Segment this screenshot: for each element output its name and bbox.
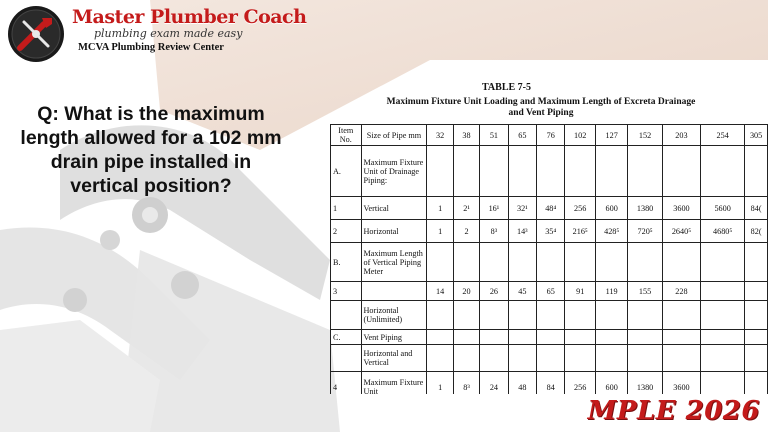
table-cell: 428⁵ (595, 220, 627, 243)
header-size-cell: 254 (701, 125, 745, 146)
table-cell (595, 345, 627, 372)
table-cell: 65 (537, 282, 565, 301)
row-item-no: 4 (331, 372, 362, 395)
table-row (331, 301, 768, 330)
row-description: Horizontal (361, 220, 427, 243)
row-description: Maximum Fixture Unit (361, 372, 427, 395)
row-description: Vertical (361, 197, 427, 220)
table-cell: 32¹ (508, 197, 536, 220)
table-cell (480, 146, 508, 197)
table-cell (565, 345, 596, 372)
header-size-cell: 305 (745, 125, 768, 146)
row-description: Horizontal (Unlimited) (361, 301, 427, 330)
row-item-no: 3 (331, 282, 362, 301)
table-cell (628, 146, 662, 197)
row-description (361, 282, 427, 301)
table-heading: Maximum Fixture Unit Loading and Maximum Length of Excreta Drainage and Vent Piping (386, 97, 696, 118)
table-cell (745, 345, 768, 372)
table-cell: 119 (595, 282, 627, 301)
table-cell (453, 330, 479, 345)
header-size-cell: 65 (508, 125, 536, 146)
table-cell (480, 301, 508, 330)
table-cell: 1380 (628, 372, 662, 395)
brand-title: Master Plumber Coach (72, 6, 307, 28)
row-item-no: 2 (331, 220, 362, 243)
header-size-cell: 76 (537, 125, 565, 146)
table-cell (745, 243, 768, 282)
table-cell (537, 330, 565, 345)
table-cell: 600 (595, 372, 627, 395)
table-cell: 1 (427, 220, 453, 243)
header-size-cell: 32 (427, 125, 453, 146)
table-cell: 48⁴ (537, 197, 565, 220)
row-item-no (331, 301, 362, 330)
row-item-no: C. (331, 330, 362, 345)
table-cell (453, 301, 479, 330)
table-cell: 14 (427, 282, 453, 301)
review-center-name: MCVA Plumbing Review Center (78, 42, 224, 53)
table-cell (537, 345, 565, 372)
table-cell: 84( (745, 197, 768, 220)
table-cell (701, 146, 745, 197)
table-cell (427, 301, 453, 330)
table-cell: 228 (662, 282, 700, 301)
header-pipe-size: Size of Pipe mm (361, 125, 427, 146)
table-row (331, 243, 768, 282)
table-cell (701, 345, 745, 372)
table-cell: 1 (427, 372, 453, 395)
table-document (326, 82, 768, 394)
table-row (331, 372, 768, 395)
table-cell (508, 301, 536, 330)
row-item-no: A. (331, 146, 362, 197)
table-cell (508, 146, 536, 197)
table-cell (508, 345, 536, 372)
table-cell (537, 301, 565, 330)
table-cell: 600 (595, 197, 627, 220)
table-cell (427, 146, 453, 197)
table-cell (595, 146, 627, 197)
table-row (331, 330, 768, 345)
table-row (331, 146, 768, 197)
table-cell (427, 330, 453, 345)
table-cell (427, 345, 453, 372)
table-cell (480, 345, 508, 372)
table-caption: TABLE 7-5 (482, 82, 531, 93)
table-row (331, 282, 768, 301)
table-cell (565, 330, 596, 345)
row-item-no (331, 345, 362, 372)
table-cell: 14³ (508, 220, 536, 243)
table-cell: 5600 (701, 197, 745, 220)
table-row (331, 220, 768, 243)
brand-tagline: plumbing exam made easy (94, 27, 243, 40)
table-cell (745, 372, 768, 395)
table-cell (701, 372, 745, 395)
table-cell (453, 243, 479, 282)
table-cell (701, 282, 745, 301)
table-cell (628, 345, 662, 372)
table-cell (662, 301, 700, 330)
master-plumber-coach-logo (6, 4, 66, 64)
table-cell: 155 (628, 282, 662, 301)
table-cell: 3600 (662, 197, 700, 220)
table-cell (701, 301, 745, 330)
header-item-no: Item No. (331, 125, 362, 146)
table-cell (701, 243, 745, 282)
table-cell: 26 (480, 282, 508, 301)
header-size-cell: 38 (453, 125, 479, 146)
table-cell (701, 330, 745, 345)
table-cell (565, 146, 596, 197)
row-description: Horizontal and Vertical (361, 345, 427, 372)
table-cell (745, 282, 768, 301)
table-row (331, 197, 768, 220)
table-cell: 2¹ (453, 197, 479, 220)
table-cell (628, 301, 662, 330)
table-cell (480, 330, 508, 345)
table-cell: 8³ (480, 220, 508, 243)
table-cell (595, 243, 627, 282)
table-cell (745, 301, 768, 330)
table-cell: 256 (565, 197, 596, 220)
table-cell: 2 (453, 220, 479, 243)
table-cell: 1 (427, 197, 453, 220)
table-cell: 82( (745, 220, 768, 243)
table-cell (453, 146, 479, 197)
table-cell: 8³ (453, 372, 479, 395)
table-row (331, 345, 768, 372)
table-cell (427, 243, 453, 282)
table-cell: 91 (565, 282, 596, 301)
table-cell (595, 330, 627, 345)
table-cell: 84 (537, 372, 565, 395)
table-cell: 1380 (628, 197, 662, 220)
table-cell (662, 243, 700, 282)
table-cell: 2640⁵ (662, 220, 700, 243)
header-size-cell: 127 (595, 125, 627, 146)
header-size-cell: 51 (480, 125, 508, 146)
table-cell: 3600 (662, 372, 700, 395)
table-cell: 256 (565, 372, 596, 395)
question-text: Q: What is the maximum length allowed for a 102 mm drain pipe installed in vertical position? (20, 103, 282, 197)
table-cell (662, 345, 700, 372)
fixture-unit-table (330, 124, 768, 394)
table-cell (537, 146, 565, 197)
table-cell (628, 243, 662, 282)
table-cell (453, 345, 479, 372)
table-cell (745, 146, 768, 197)
row-description: Vent Piping (361, 330, 427, 345)
table-cell: 48 (508, 372, 536, 395)
header-size-cell: 102 (565, 125, 596, 146)
table-cell (565, 243, 596, 282)
table-cell: 20 (453, 282, 479, 301)
exam-badge: MPLE 2026 (587, 396, 760, 426)
table-cell (628, 330, 662, 345)
table-cell: 16¹ (480, 197, 508, 220)
table-cell: 24 (480, 372, 508, 395)
brand-block (72, 6, 306, 53)
table-cell (745, 330, 768, 345)
table-header-row (331, 125, 768, 146)
table-cell: 45 (508, 282, 536, 301)
row-item-no: 1 (331, 197, 362, 220)
table-cell (537, 243, 565, 282)
table-cell: 720⁵ (628, 220, 662, 243)
row-description: Maximum Length of Vertical Piping Meter (361, 243, 427, 282)
table-cell (595, 301, 627, 330)
table-cell (662, 146, 700, 197)
table-cell (565, 301, 596, 330)
table-cell (508, 330, 536, 345)
table-cell: 35⁴ (537, 220, 565, 243)
row-item-no: B. (331, 243, 362, 282)
header-size-cell: 152 (628, 125, 662, 146)
row-description: Maximum Fixture Unit of Drainage Piping: (361, 146, 427, 197)
header-size-cell: 203 (662, 125, 700, 146)
table-cell (662, 330, 700, 345)
table-cell (508, 243, 536, 282)
table-cell: 216⁵ (565, 220, 596, 243)
table-cell (480, 243, 508, 282)
table-cell: 4680⁵ (701, 220, 745, 243)
